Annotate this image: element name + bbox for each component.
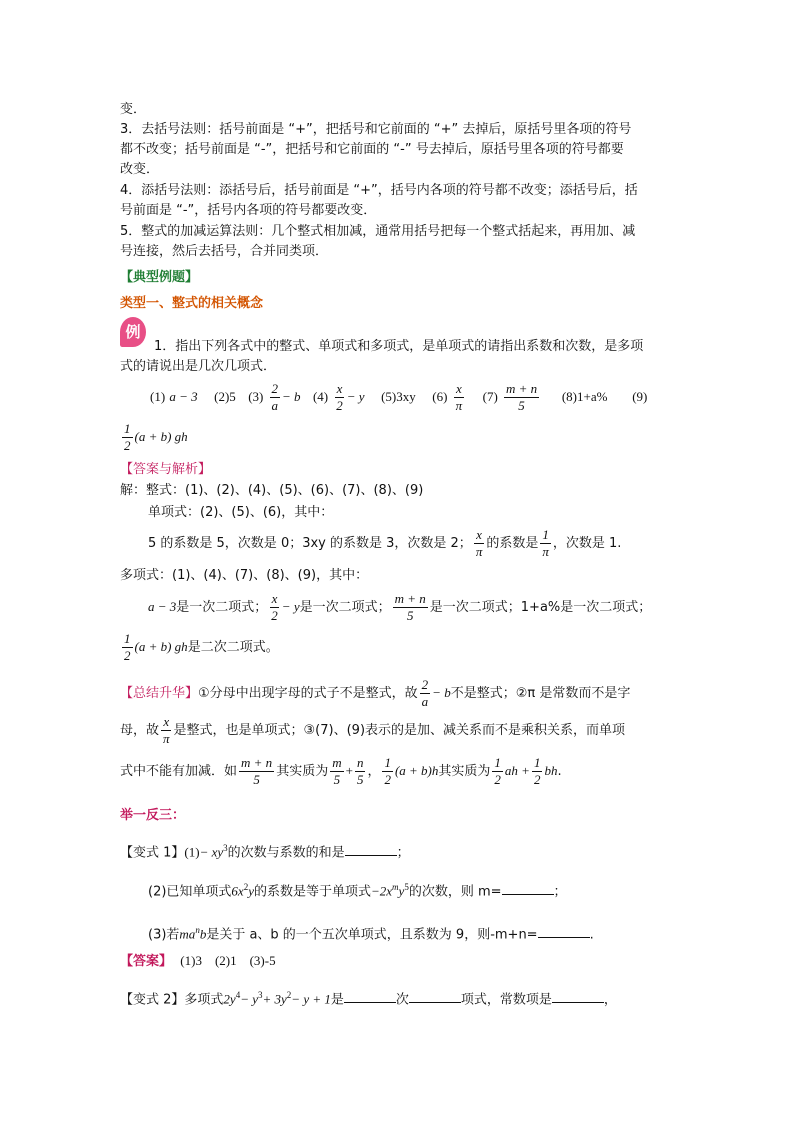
example-expressions (150, 380, 710, 414)
expr-3-fraction: $\frac{2}{a}$ (271, 381, 279, 413)
variant1-q2: (2)已知单项式$6x^2y$的系数是等于单项式$-2x^my^5$的次数，则 m= ； (148, 882, 567, 900)
expr-5: 3xy (396, 389, 416, 404)
summary-heading: 【总结升华】 (120, 686, 199, 701)
solution-line-4: 多项式：(1)、(4)、(7)、(8)、(9)，其中： (120, 568, 369, 583)
expr-6-fraction: $\frac{x}{\pi}$ (455, 381, 463, 413)
expr-9-tail: (a + b) gh (134, 429, 188, 444)
answer-values: (1)3 (2)1 (3)-5 (180, 953, 276, 968)
rule3-line-a: 3．去括号法则：括号前面是 “+”，把括号和它前面的 “+” 去掉后，原括号里各项的符号 (120, 122, 632, 137)
item-2-index: (2) (214, 389, 230, 404)
solution-line-2: 单项式：(2)、(5)、(6)，其中： (148, 505, 334, 520)
variant1-answer (120, 951, 680, 972)
summary-line-1: 【总结升华】①分母中出现字母的式子不是整式，故 $\frac{2}{a}$ − b不是整式；②π 是常数而不是字 (120, 677, 631, 709)
example-badge-icon: 例 (120, 317, 146, 347)
item-4-index: (4) (312, 389, 329, 404)
solution-line-3: 5 的系数是 5，次数是 0；3xy 的系数是 3，次数是 2； $\frac{x}{\pi}$ 的系数是 $\frac{1}{\pi}$ ，次数是 1. (148, 527, 622, 559)
item-5-index: (5) (381, 389, 397, 404)
type1-heading: 类型一、整式的相关概念 (120, 296, 264, 311)
practice-heading: 举一反三： (120, 808, 186, 823)
answer-blank[interactable] (552, 990, 604, 1003)
item-1-index: (1) (150, 389, 166, 404)
rule3-line-b: 都不改变；括号前面是 “-”，把括号和它前面的 “-” 号去掉后，原括号里各项的符号都要 (120, 142, 624, 157)
item-9-index: (9) (632, 389, 648, 404)
variant1-q3: (3)若$ma^nb$是关于 a、b 的一个五次单项式，且系数为 9，则-m+n= . (148, 925, 594, 943)
rule5-line-a: 5．整式的加减运算法则：几个整式相加减，通常用括号把每一个整式括起来，再用加、减 (120, 224, 636, 239)
item-7-index: (7) (482, 389, 498, 404)
summary-line-2: 母，故 $\frac{x}{\pi}$ 是整式，也是单项式；③(7)、(9)表示的是加、减关系而不是乘积关系，而单项 (120, 714, 626, 746)
answer-blank[interactable] (502, 882, 554, 895)
example-expr-9 (120, 420, 680, 454)
solution-line-5: a − 3是一次二项式； $\frac{x}{2}$ − y是一次二项式； $\frac{m + n}{5}$ 是一次二项式；1+a%是一次二项式； (148, 591, 652, 623)
rule3-line-c: 改变． (120, 162, 160, 177)
answer-blank[interactable] (409, 990, 461, 1003)
expr-3-tail: − b (282, 389, 301, 404)
typical-examples-heading: 【典型例题】 (120, 270, 199, 285)
variant1-label: 【变式 1】 (120, 845, 185, 861)
answer-blank[interactable] (538, 925, 590, 938)
x-over-pi-fraction: $\frac{x}{\pi}$ (475, 527, 483, 559)
answer-blank[interactable] (345, 843, 397, 856)
expr-4-tail: − y (346, 389, 365, 404)
example-question-line1: 1．指出下列各式中的整式、单项式和多项式，是单项式的请指出系数和次数，是多项 (154, 339, 644, 354)
expr-7-fraction: $\frac{m + n}{5}$ (505, 381, 538, 413)
one-over-pi-fraction: $\frac{1}{\pi}$ (542, 527, 549, 559)
item-6-index: (6) (432, 389, 448, 404)
rule5-line-b: 号连接，然后去括号，合并同类项． (120, 244, 329, 259)
example-question-line2: 式的请说出是几次几项式． (120, 359, 277, 374)
expr-4-fraction: $\frac{x}{2}$ (336, 381, 343, 413)
item-3-index: (3) (248, 389, 264, 404)
rule4-line-b: 号前面是 “-”，括号内各项的符号都要改变． (120, 203, 377, 218)
answer-heading: 【答案】 (120, 954, 173, 969)
expr-2: 5 (229, 389, 236, 404)
expr-8: 1+a% (576, 389, 608, 404)
expr-1: a − 3 (169, 389, 198, 404)
rule4-line-a: 4．添括号法则：添括号后，括号前面是 “+”，括号内各项的符号都不改变；添括号后，括 (120, 183, 638, 198)
item-8-index: (8) (561, 389, 577, 404)
intro-line-0: 变． (120, 102, 147, 117)
summary-line-3: 式中不能有加减．如 $\frac{m + n}{5}$ 其实质为 $\frac{m}{5}$ + $\frac{n}{5}$ ， $\frac{1}{2}$ (a + b)h其实质为 $\frac{1}{2}$ ah + $\frac{1}{2}$ bh. (120, 755, 562, 787)
solution-line-6: $\frac{1}{2}$ (a + b) gh是二次二项式。 (124, 631, 279, 663)
variant2-question: 【变式 2】多项式$2y^4- y^3+ 3y^2- y + 1$是 次 项式，常数项是 ， (120, 990, 617, 1008)
answer-blank[interactable] (344, 990, 396, 1003)
expr-9-fraction: $\frac{1}{2}$ (124, 421, 131, 453)
variant2-label: 【变式 2】 (120, 992, 185, 1008)
variant1-q1: 【变式 1】$(1)- xy^3$的次数与系数的和是 ； (120, 843, 410, 861)
answer-analysis-heading: 【答案与解析】 (120, 462, 212, 477)
solution-line-1: 解：整式：(1)、(2)、(4)、(5)、(6)、(7)、(8)、(9) (120, 483, 424, 498)
